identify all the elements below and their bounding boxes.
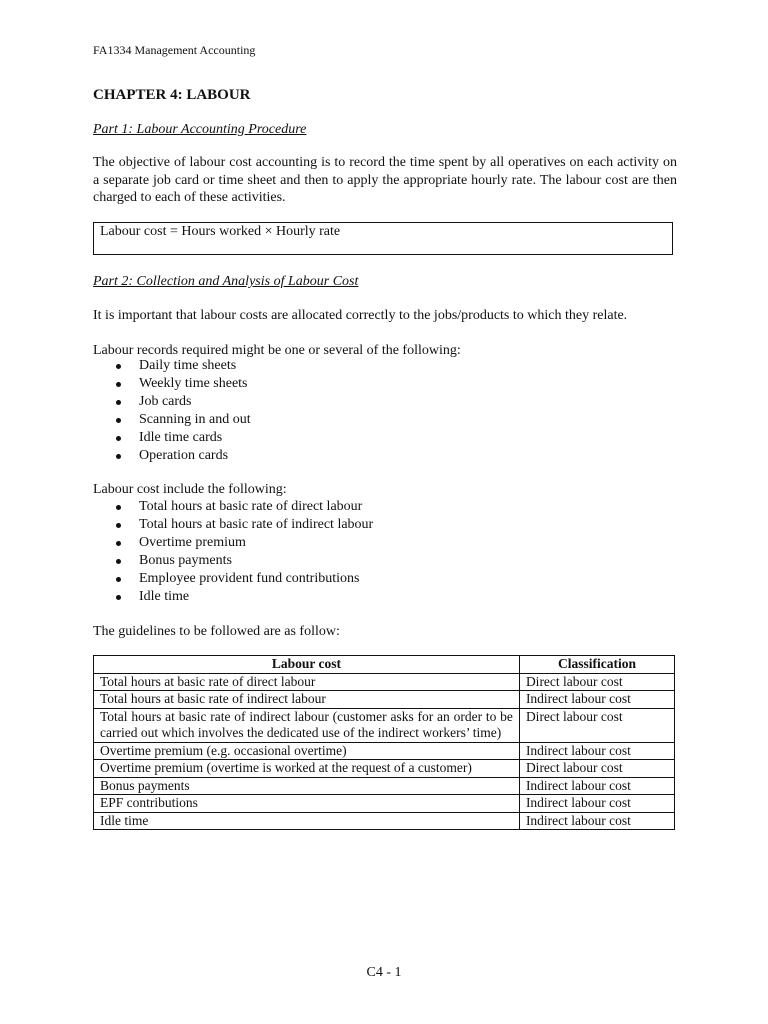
labour-cost-cell: Total hours at basic rate of direct labour <box>94 673 520 691</box>
classification-cell: Indirect labour cost <box>519 777 674 795</box>
chapter-title: CHAPTER 4: LABOUR <box>93 87 251 103</box>
labour-cost-cell: Total hours at basic rate of indirect labour (customer asks for an order to be carried out which involves the dedicated use of the indirect workers’ time) <box>94 708 520 742</box>
list-item: Total hours at basic rate of indirect labour <box>112 516 373 534</box>
classification-cell: Indirect labour cost <box>519 691 674 709</box>
records-intro: Labour records required might be one or several of the following: <box>93 343 461 358</box>
list-item: Job cards <box>112 393 251 411</box>
labour-cost-cell: Overtime premium (overtime is worked at the request of a customer) <box>94 760 520 778</box>
classification-cell: Direct labour cost <box>519 673 674 691</box>
labour-cost-cell: Bonus payments <box>94 777 520 795</box>
table-row <box>94 760 675 778</box>
part2-intro: It is important that labour costs are allocated correctly to the jobs/products to which they relate. <box>93 308 628 323</box>
classification-cell: Indirect labour cost <box>519 742 674 760</box>
records-list <box>112 357 251 465</box>
list-item: Employee provident fund contributions <box>112 570 373 588</box>
formula-text: Labour cost = Hours worked × Hourly rate <box>100 224 341 239</box>
list-item: Scanning in and out <box>112 411 251 429</box>
cost-list <box>112 498 373 606</box>
labour-cost-cell: Idle time <box>94 812 520 830</box>
classification-cell: Direct labour cost <box>519 708 674 742</box>
list-item: Overtime premium <box>112 534 373 552</box>
page-number: C4 - 1 <box>366 965 402 980</box>
list-item: Weekly time sheets <box>112 375 251 393</box>
column-header-classification: Classification <box>519 656 674 674</box>
list-item: Daily time sheets <box>112 357 251 375</box>
table-row <box>94 777 675 795</box>
list-item: Idle time cards <box>112 429 251 447</box>
list-item: Operation cards <box>112 447 251 465</box>
column-header-labour-cost: Labour cost <box>94 656 520 674</box>
list-item: Total hours at basic rate of direct labour <box>112 498 373 516</box>
part2-heading: Part 2: Collection and Analysis of Labour Cost <box>93 274 359 289</box>
running-header: FA1334 Management Accounting <box>93 43 256 57</box>
table-row <box>94 691 675 709</box>
guidelines-intro: The guidelines to be followed are as follow: <box>93 624 340 639</box>
table-row <box>94 742 675 760</box>
classification-cell: Direct labour cost <box>519 760 674 778</box>
cost-intro: Labour cost include the following: <box>93 482 287 497</box>
part1-paragraph: The objective of labour cost accounting is to record the time spent by all operatives on each activity on a separate job card or time sheet and then to apply the appropriate hourly rate. The labour cost are then charged to each of these activities. <box>93 155 677 205</box>
list-item: Idle time <box>112 588 373 606</box>
classification-cell: Indirect labour cost <box>519 812 674 830</box>
table-row <box>94 812 675 830</box>
labour-cost-cell: Overtime premium (e.g. occasional overtime) <box>94 742 520 760</box>
labour-cost-cell: Total hours at basic rate of indirect labour <box>94 691 520 709</box>
table-header-row <box>94 656 675 674</box>
table-row <box>94 708 675 742</box>
guidelines-table <box>93 655 675 830</box>
part1-heading: Part 1: Labour Accounting Procedure <box>93 122 307 137</box>
list-item: Bonus payments <box>112 552 373 570</box>
table-row <box>94 673 675 691</box>
formula-box <box>93 222 673 255</box>
classification-cell: Indirect labour cost <box>519 795 674 813</box>
table-row <box>94 795 675 813</box>
labour-cost-cell: EPF contributions <box>94 795 520 813</box>
